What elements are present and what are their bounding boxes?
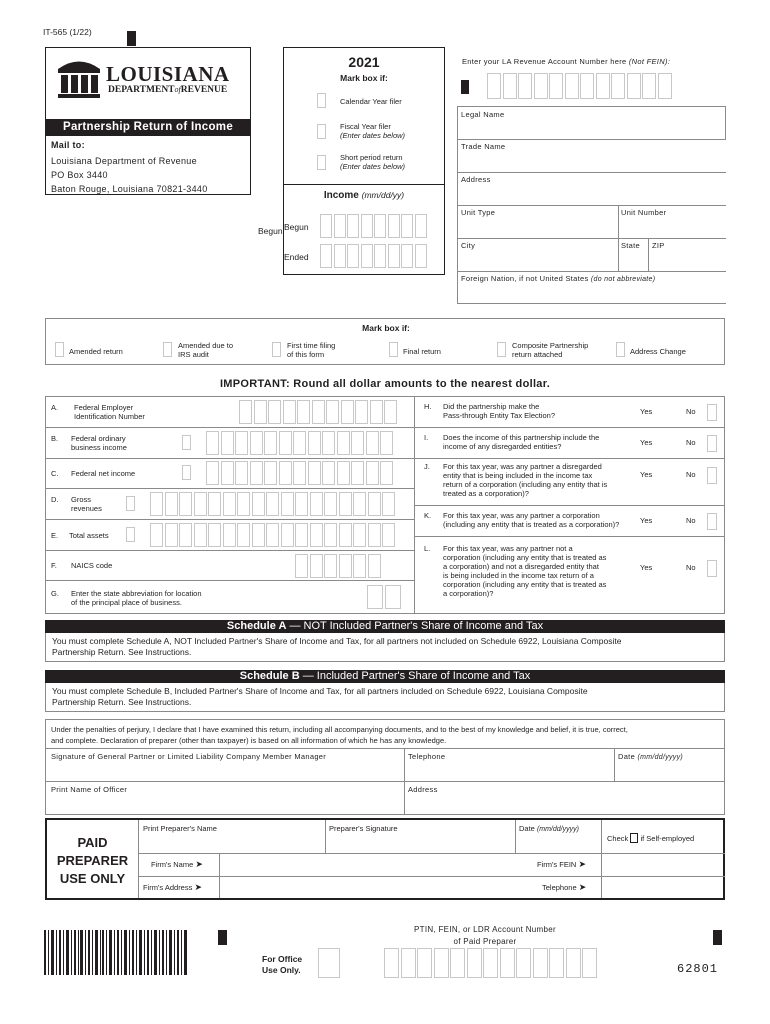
schedule-a-box bbox=[45, 633, 725, 662]
firm-address-label: Firm's Address ➤ bbox=[143, 882, 202, 892]
line-h-text: Did the partnership make the Pass-through Entity Tax Election? bbox=[443, 402, 556, 420]
amended-irs-label: Amended due to IRS audit bbox=[178, 341, 234, 359]
telephone-field[interactable] bbox=[404, 748, 614, 781]
ended-label: Ended bbox=[284, 252, 309, 262]
line-l-letter: L. bbox=[424, 544, 431, 553]
federal-ordinary-income-input[interactable] bbox=[206, 431, 395, 455]
self-employed-label: Check if Self-employed bbox=[607, 834, 695, 843]
lines-section bbox=[45, 396, 725, 614]
first-time-label: First time filing of this form bbox=[287, 341, 336, 359]
line-c-sign-box[interactable] bbox=[182, 465, 191, 480]
line-h-checkbox[interactable] bbox=[707, 404, 717, 421]
office-use-box bbox=[318, 948, 340, 978]
firm-address-field[interactable] bbox=[219, 876, 509, 898]
short-period-checkbox[interactable] bbox=[317, 155, 326, 170]
account-number-input[interactable] bbox=[487, 73, 673, 99]
state-abbreviation-input[interactable] bbox=[367, 585, 402, 609]
line-b-label: Federal ordinary business income bbox=[71, 434, 127, 452]
preparer-signature-field[interactable] bbox=[325, 820, 515, 853]
state-label: State bbox=[621, 241, 641, 250]
mark-box-label-2: Mark box if: bbox=[362, 323, 410, 333]
short-period-label: Short period return (Enter dates below) bbox=[340, 153, 406, 171]
amended-return-checkbox[interactable] bbox=[55, 342, 64, 357]
line-c-letter: C. bbox=[51, 469, 59, 478]
legal-name-label: Legal Name bbox=[461, 110, 505, 119]
account-label: Enter your LA Revenue Account Number here (Not FEIN): bbox=[462, 57, 671, 66]
line-a-label: Federal Employer Identification Number bbox=[74, 403, 145, 421]
line-l-checkbox[interactable] bbox=[707, 560, 717, 577]
preparer-telephone-field[interactable] bbox=[601, 876, 725, 898]
office-use-label: For Office Use Only. bbox=[262, 954, 303, 975]
line-b-sign-box[interactable] bbox=[182, 435, 191, 450]
address-change-label: Address Change bbox=[630, 347, 686, 356]
line-j-checkbox[interactable] bbox=[707, 467, 717, 484]
total-assets-input[interactable] bbox=[150, 523, 397, 547]
print-name-field[interactable] bbox=[46, 781, 404, 814]
header-box bbox=[45, 47, 251, 195]
line-e-letter: E. bbox=[51, 531, 59, 540]
line-l-text: For this tax year, was any partner not a corporation (including any entity that is treated as a corporation) and not a disregarded entity that is being included in the income tax return of a corporation (including any entity that is treated as a corporation)? bbox=[443, 544, 607, 598]
registration-marker bbox=[461, 80, 469, 94]
composite-checkbox[interactable] bbox=[497, 342, 506, 357]
logo-dept: DEPARTMENTofREVENUE bbox=[108, 85, 228, 95]
preparer-signature-label: Preparer's Signature bbox=[329, 824, 398, 833]
naics-code-input[interactable] bbox=[295, 554, 382, 578]
registration-marker bbox=[713, 930, 722, 945]
line-j-text: For this tax year, was any partner a disregarded entity that is being included in the income tax return of a corporation (including any entity that is treated as a corporation)? bbox=[443, 462, 608, 498]
line-g-label: Enter the state abbreviation for location of the principal place of business. bbox=[71, 589, 202, 607]
important-notice: IMPORTANT: Round all dollar amounts to the nearest dollar. bbox=[219, 378, 551, 390]
capitol-logo-icon bbox=[56, 56, 102, 98]
yes-label: Yes bbox=[640, 470, 653, 479]
partner-signature-field[interactable] bbox=[46, 748, 404, 781]
line-i-letter: I. bbox=[424, 433, 429, 442]
firm-name-field[interactable] bbox=[219, 853, 509, 876]
calendar-year-checkbox[interactable] bbox=[317, 93, 326, 108]
preparer-name-label: Print Preparer's Name bbox=[143, 824, 217, 833]
zip-label: ZIP bbox=[652, 241, 665, 250]
ended-date-input[interactable] bbox=[320, 244, 428, 268]
firm-name-label: Firm's Name ➤ bbox=[151, 859, 203, 869]
signature-date-field[interactable] bbox=[614, 748, 724, 781]
form-code: 62801 bbox=[677, 962, 719, 976]
line-j-letter: J. bbox=[424, 462, 430, 471]
yes-label: Yes bbox=[640, 563, 653, 572]
state-field[interactable] bbox=[618, 238, 648, 271]
line-k-letter: K. bbox=[424, 511, 432, 520]
title-bar: Partnership Return of Income bbox=[46, 119, 250, 136]
begun-date-input[interactable] bbox=[320, 214, 428, 238]
line-k-checkbox[interactable] bbox=[707, 513, 717, 530]
final-return-label: Final return bbox=[403, 347, 441, 356]
mail-heading: Mail to: bbox=[51, 140, 85, 150]
line-i-text: Does the income of this partnership include the income of any disregarded entities? bbox=[443, 433, 600, 451]
federal-net-income-input[interactable] bbox=[206, 461, 395, 485]
schedule-b-box bbox=[45, 683, 725, 712]
amended-return-label: Amended return bbox=[69, 347, 123, 356]
print-name-label: Print Name of Officer bbox=[51, 785, 128, 794]
mail-address: Louisiana Department of Revenue PO Box 3440 Baton Rouge, Louisiana 70821-3440 bbox=[51, 156, 208, 194]
unit-type-label: Unit Type bbox=[461, 208, 496, 217]
foreign-nation-field[interactable] bbox=[458, 271, 726, 304]
logo-name: LOUISIANA bbox=[106, 62, 230, 86]
final-return-checkbox[interactable] bbox=[389, 342, 398, 357]
line-h-letter: H. bbox=[424, 402, 432, 411]
gross-revenues-input[interactable] bbox=[150, 492, 397, 516]
preparer-name-field[interactable] bbox=[138, 820, 325, 853]
no-label: No bbox=[686, 563, 696, 572]
return-type-box bbox=[45, 318, 725, 365]
ptin-input[interactable] bbox=[384, 948, 599, 978]
yes-label: Yes bbox=[640, 516, 653, 525]
line-g-letter: G. bbox=[51, 589, 59, 598]
barcode-icon bbox=[44, 930, 187, 975]
line-f-letter: F. bbox=[51, 561, 57, 570]
city-label: City bbox=[461, 241, 476, 250]
firm-fein-label: Firm's FEIN ➤ bbox=[537, 859, 586, 869]
officer-address-label: Address bbox=[408, 785, 438, 794]
mark-box-label: Mark box if: bbox=[340, 73, 388, 83]
trade-name-field[interactable] bbox=[458, 139, 726, 172]
foreign-nation-label: Foreign Nation, if not United States (do not abbreviate) bbox=[461, 274, 656, 283]
schedule-b-heading: Schedule B — Included Partner's Share of Income and Tax bbox=[45, 670, 725, 683]
schedule-a-heading: Schedule A — NOT Included Partner's Share of Income and Tax bbox=[45, 620, 725, 633]
perjury-statement: Under the penalties of perjury, I declare that I have examined this return, including all accompanying documents, and to the best of my knowledge and belief, it is true, correct, and complete. Declaration of preparer (other than taxpayer) is based on all information of which he has any knowledge. bbox=[51, 725, 628, 745]
preparer-telephone-label: Telephone ➤ bbox=[542, 882, 587, 892]
no-label: No bbox=[686, 516, 696, 525]
signature-label: Signature of General Partner or Limited Liability Company Member Manager bbox=[51, 752, 327, 761]
line-i-checkbox[interactable] bbox=[707, 435, 717, 452]
tax-year: 2021 bbox=[348, 54, 380, 70]
address-label: Address bbox=[461, 175, 491, 184]
yes-label: Yes bbox=[640, 438, 653, 447]
fiscal-year-label: Fiscal Year filer (Enter dates below) bbox=[340, 122, 406, 140]
signature-section bbox=[45, 719, 725, 815]
begun-label: Begun bbox=[284, 222, 309, 232]
begun-text: Begun bbox=[258, 226, 283, 236]
amended-irs-checkbox[interactable] bbox=[163, 342, 172, 357]
ptin-label: PTIN, FEIN, or LDR Account Number of Paid Preparer bbox=[414, 925, 556, 946]
schedule-a-text: You must complete Schedule A, NOT Included Partner's Share of Income and Tax, for all partners not included on Schedule 6922, Louisiana Composite Partnership Return. See Instructions. bbox=[52, 636, 622, 657]
line-f-label: NAICS code bbox=[71, 561, 113, 570]
date-label: Date (mm/dd/yyyy) bbox=[618, 752, 684, 761]
line-b-letter: B. bbox=[51, 434, 59, 443]
schedule-b-text: You must complete Schedule B, Included Partner's Share of Income and Tax, for all partners included on Schedule 6922, Louisiana Composite Partnership Return. See Instructions. bbox=[52, 686, 588, 707]
yes-label: Yes bbox=[640, 407, 653, 416]
zip-field[interactable] bbox=[648, 238, 726, 271]
city-field[interactable] bbox=[458, 238, 618, 271]
registration-marker bbox=[218, 930, 227, 945]
line-a-letter: A. bbox=[51, 403, 59, 412]
form-id: IT-565 (1/22) bbox=[43, 27, 92, 37]
taxpayer-info bbox=[457, 106, 725, 304]
trade-name-label: Trade Name bbox=[461, 142, 506, 151]
no-label: No bbox=[686, 407, 696, 416]
composite-label: Composite Partnership return attached bbox=[512, 341, 589, 359]
tax-period-box bbox=[283, 47, 445, 275]
first-time-checkbox[interactable] bbox=[272, 342, 281, 357]
address-change-checkbox[interactable] bbox=[616, 342, 625, 357]
unit-type-field[interactable] bbox=[458, 205, 618, 238]
unit-number-field[interactable] bbox=[618, 205, 726, 238]
preparer-date-field[interactable] bbox=[515, 820, 601, 853]
paid-preparer-section bbox=[45, 818, 725, 900]
legal-name-field[interactable] bbox=[458, 106, 726, 139]
no-label: No bbox=[686, 438, 696, 447]
self-employed-checkbox[interactable] bbox=[630, 833, 638, 843]
no-label: No bbox=[686, 470, 696, 479]
firm-fein-field[interactable] bbox=[601, 853, 725, 876]
line-e-sign-box[interactable] bbox=[126, 527, 135, 542]
officer-address-field[interactable] bbox=[404, 781, 724, 814]
fiscal-year-checkbox[interactable] bbox=[317, 124, 326, 139]
fein-input[interactable] bbox=[239, 400, 399, 424]
address-field[interactable] bbox=[458, 172, 726, 205]
unit-number-label: Unit Number bbox=[621, 208, 667, 217]
preparer-date-label: Date (mm/dd/yyyy) bbox=[519, 824, 579, 833]
line-k-text: For this tax year, was any partner a corporation (including any entity that is treated as a corporation)? bbox=[443, 511, 620, 529]
line-d-label: Gross revenues bbox=[71, 495, 102, 513]
line-c-label: Federal net income bbox=[71, 469, 136, 478]
calendar-year-label: Calendar Year filer bbox=[340, 97, 402, 106]
registration-marker bbox=[127, 31, 136, 46]
income-label: Income (mm/dd/yy) bbox=[323, 190, 405, 201]
telephone-label: Telephone bbox=[408, 752, 446, 761]
line-d-sign-box[interactable] bbox=[126, 496, 135, 511]
line-d-letter: D. bbox=[51, 495, 59, 504]
paid-preparer-title: PAID PREPARER USE ONLY bbox=[56, 835, 129, 886]
line-e-label: Total assets bbox=[69, 531, 109, 540]
